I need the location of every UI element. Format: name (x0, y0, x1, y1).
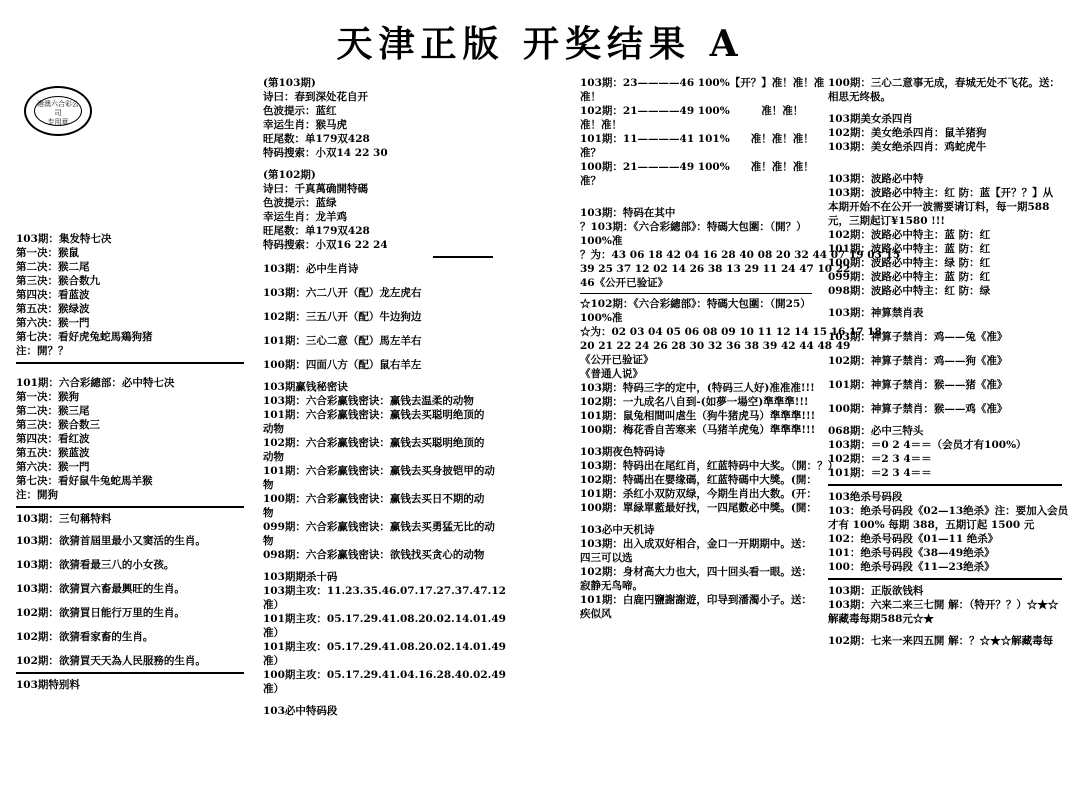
text-line: 元，三期起订¥1580 !!! (828, 215, 946, 227)
text-line: 101期：11————41 101% 准！准！准！ (580, 133, 814, 145)
text-line: 099期：波路必中特主：蓝 防：红 (828, 271, 991, 283)
text-line: 《公开已验证》 (580, 354, 654, 366)
text-line: 103期：正版欲钱料 (828, 585, 924, 597)
text-line: ☆102期：《六合彩總部》：特碼大包圍：（開25） (580, 298, 811, 310)
text-line: 103期：波路必中特 (828, 173, 924, 185)
text-line: 102期：六合彩赢钱密诀：赢钱去买聪明绝顶的 (263, 437, 485, 449)
text-line: 100期：三心二意事无成，春城无处不飞花。送： (828, 77, 1060, 89)
text-line: 103期期杀十码 (263, 571, 338, 583)
text-line: 101期：波路必中特主：蓝 防：红 (828, 243, 991, 255)
text-line: 第四决：看红波 (16, 433, 90, 445)
text-line: 第一决：猴狗 (16, 391, 79, 403)
text-line: 解藏毒每期588元☆★ (828, 613, 934, 625)
text-line: 102期：身材高大力也大，四十回头看一眼。送： (580, 566, 812, 578)
text-line: 102期：神算子禁肖：鸡——狗《准》 (828, 355, 1008, 367)
text-line: 103期：六来二来三七開 解：（特开？？）☆★☆ (828, 599, 1059, 611)
page-title: 天津正版 开奖结果 A (336, 23, 744, 65)
text-line: 101：绝杀号码段《38—49绝杀》 (828, 547, 995, 559)
text-line: 102期：21————49 100% 准！准！ (580, 105, 804, 117)
divider (828, 578, 1062, 580)
text-line: 103期：波路必中特主：红 防：蓝【开？？】从 (828, 187, 1054, 199)
text-line: 098期：波路必中特主：红 防：绿 (828, 285, 991, 297)
col1-block2 (16, 376, 244, 502)
text-line: (第102期) (263, 169, 316, 181)
col2-block6: 103必中特码段 (263, 705, 338, 717)
text-line: ☆为：02 03 04 05 06 08 09 10 11 12 14 15 16 17 18 (580, 326, 882, 338)
text-line: 动物 (263, 451, 284, 463)
col3-block5 (580, 523, 812, 621)
text-line: 寂静无鸟啼。 (580, 580, 643, 592)
text-line: 准） (263, 599, 284, 611)
text-line: 第四决：看蓝波 (16, 289, 90, 301)
text-line: 102期：美女绝杀四肖：鼠羊猪狗 (828, 127, 987, 139)
text-line: 疾似风 (580, 608, 612, 620)
text-line: 注：開？？ (16, 345, 69, 357)
text-line: 103期赢钱秘密诀 (263, 381, 348, 393)
text-line: ？为：43 06 18 42 04 16 28 40 08 20 32 44 07 19 03 15 (580, 249, 901, 261)
company-seal (24, 86, 92, 136)
col4-block6 (828, 490, 1069, 574)
text-line: 101期：鼠兔相間叫虐生（狗牛猪虎马）準準準!!! (580, 410, 816, 422)
text-line: 101期主攻：05.17.29.41.08.20.02.14.01.49 (263, 613, 506, 625)
text-line: 103期：神算子禁肖：鸡——兔《准》 (828, 331, 1008, 343)
text-line: 100期：梅花香自苦寒来（马猪羊虎兔）準準準!!! (580, 424, 816, 436)
text-line: 色波提示：蓝红 (263, 105, 337, 117)
col4-block7 (828, 584, 1062, 626)
divider (16, 506, 244, 508)
seal-text-2: 专用章 (47, 118, 69, 126)
text-line: 102期：波路必中特主：蓝 防：红 (828, 229, 991, 241)
text-line: 准？ (580, 175, 601, 187)
text-line: 101期：六合彩總部：必中特七决 (16, 377, 175, 389)
text-line: 第二决：猴三尾 (16, 405, 90, 417)
text-line: 103期：神算禁肖表 (828, 307, 924, 319)
text-line: 100期：波路必中特主：绿 防：红 (828, 257, 991, 269)
divider (828, 484, 1062, 486)
text-line: 103绝杀号码段 (828, 491, 903, 503)
text-line: 本期开始不在公开一波需要请订料，每一期588 (828, 201, 1050, 213)
text-line: 103期：欲猜買六畜最興旺的生肖。 (16, 583, 185, 595)
text-line: 100期：神算子禁肖：猴——鸡《准》 (828, 403, 1008, 415)
text-line: 101期：白鹿円鹽謝謝遊，印导到潘濁小子。送： (580, 594, 812, 606)
text-line: 第五决：猴绿波 (16, 303, 90, 315)
col3-block4 (580, 445, 839, 515)
text-line: 四三可以选 (580, 552, 633, 564)
text-line: 103期：出入成双好相合，金口一开期期中。送： (580, 538, 812, 550)
col2-block2 (263, 168, 493, 252)
text-line: 101期：神算子禁肖：猴——猪《准》 (828, 379, 1008, 391)
text-line: 101期：六合彩赢钱密诀：赢钱去买聪明绝顶的 (263, 409, 485, 421)
text-line: 46《公开已验证》 (580, 277, 669, 289)
text-line: 物 (263, 507, 274, 519)
divider (16, 362, 244, 364)
seal-inner-ring (34, 96, 82, 126)
text-line: 《普通人说》 (580, 368, 643, 380)
text-line: 第六决：猴一門 (16, 461, 90, 473)
text-line: 103期：欲猜首屆里最小又窦活的生肖。 (16, 535, 206, 547)
text-line: 第七决：看好虎兔蛇馬鶏狗猪 (16, 331, 153, 343)
text-line: 100期主攻：05.17.29.41.04.16.28.40.02.49 (263, 669, 506, 681)
text-line: 准？ (580, 147, 601, 159)
col2-block3 (263, 262, 493, 372)
text-line: 100期：單緑單藍最好找，一四尾數必中獎。(開： (580, 502, 817, 514)
divider (580, 293, 812, 294)
text-line: 101期：三心二意（配）馬左羊右 (263, 335, 422, 347)
divider (16, 672, 244, 674)
text-line: 101期主攻：05.17.29.41.08.20.02.14.01.49 (263, 641, 506, 653)
text-line: 102期：欲猜買日能行万里的生肖。 (16, 607, 185, 619)
text-line: 103必中天机诗 (580, 524, 655, 536)
text-line: 准！准！ (580, 119, 622, 131)
text-line: 色波提示：蓝绿 (263, 197, 337, 209)
text-line: 特码搜索：小双16 22 24 (263, 239, 388, 251)
text-line: 幸运生肖：龙羊鸡 (263, 211, 347, 223)
text-line: 100期：四面八方（配）鼠右羊左 (263, 359, 422, 371)
col3-block1 (580, 76, 825, 188)
col2-block4 (263, 380, 493, 562)
col1-block4-head: 103期特别料 (16, 679, 80, 691)
text-line: 102期：欲猜買天天為人民服務的生肖。 (16, 655, 206, 667)
text-line: 103期：六合彩赢钱密诀：赢钱去温柔的动物 (263, 395, 474, 407)
text-line: 诗曰：千真萬确開特碼 (263, 183, 368, 195)
text-line: 101期：杀红小双防双绿，今期生肖出大数。(开： (580, 488, 817, 500)
text-line: 39 25 37 12 02 14 26 38 13 29 11 24 47 10 22 (580, 263, 851, 275)
text-line: 103：绝杀号码段《02—13绝杀》注：要加入会员 (828, 505, 1069, 517)
text-line: 103期：美女绝杀四肖：鸡蛇虎牛 (828, 141, 987, 153)
col4-block5 (828, 424, 1062, 480)
text-line: 动物 (263, 423, 284, 435)
text-line: 第六决：猴一門 (16, 317, 90, 329)
text-line: 准） (263, 683, 284, 695)
text-line: 第五决：猴蓝波 (16, 447, 90, 459)
text-line: 099期：六合彩赢钱密诀：赢钱去买勇猛无比的动 (263, 521, 495, 533)
text-line: 幸运生肖：猴马虎 (263, 119, 347, 131)
text-line: 102期：特碼出在婴缘碼，红蓝特碼中大獎。(開： (580, 474, 817, 486)
text-line: 102期：＝2 3 4＝＝ (828, 453, 932, 465)
text-line: (第103期) (263, 77, 316, 89)
text-line: 068期：必中三特头 (828, 425, 924, 437)
text-line: 102期：欲猜看家畜的生肖。 (16, 631, 154, 643)
text-line: 特码搜索：小双14 22 30 (263, 147, 388, 159)
text-line: 物 (263, 479, 274, 491)
column-2 (263, 76, 506, 718)
text-line: 103期美女杀四肖 (828, 113, 913, 125)
text-line: 103期：必中生肖诗 (263, 263, 359, 275)
text-line: 第三决：猴合数九 (16, 275, 100, 287)
text-line: 103期：23————46 100%【开？】准！准！准 (580, 77, 825, 89)
text-line: 100：绝杀号码段《11—23绝杀》 (828, 561, 995, 573)
text-line: 准！ (580, 91, 601, 103)
divider (433, 256, 493, 258)
text-line: 注：開狗 (16, 489, 58, 501)
text-line: 旺尾数：单179双428 (263, 133, 370, 145)
text-line: 才有 100% 每期 388，五期订起 1500 元 (828, 519, 1035, 531)
text-line: 103期夜色特码诗 (580, 446, 665, 458)
text-line: 100期：21————49 100% 准！准！准！ (580, 161, 814, 173)
text-line: 103期：特码出在尾红肖，红蓝特码中大奖。（開：？） (580, 460, 839, 472)
text-line: 100%准 (580, 235, 623, 247)
text-line: 101期：六合彩赢钱密诀：赢钱去买身披铠甲的动 (263, 465, 495, 477)
text-line: 102：绝杀号码段《01—11 绝杀》 (828, 533, 999, 545)
text-line: 103期：六二八开（配）龙左虎右 (263, 287, 422, 299)
col4-block4 (828, 306, 1062, 416)
text-line: 103期：特码三字的定中，(特码三人好)准准准!!! (580, 382, 815, 394)
text-line: 物 (263, 535, 274, 547)
col1-block3-head: 103期：三句稱特料 (16, 513, 112, 525)
text-line: 相思无终极。 (828, 91, 891, 103)
column-4 (828, 76, 1069, 648)
col2-block5 (263, 570, 506, 696)
col4-block2 (828, 112, 1062, 154)
text-line: 098期：六合彩赢钱密诀：欲钱找买贪心的动物 (263, 549, 485, 561)
seal-text-1: 港澳六合彩公司 (37, 100, 79, 117)
text-line: 第二决：猴二尾 (16, 261, 90, 273)
col1-block1 (16, 232, 244, 358)
text-line: 103期主攻：11.23.35.46.07.17.27.37.47.12 (263, 585, 506, 597)
text-line: 100期：六合彩赢钱密诀：赢钱去买日不期的动 (263, 493, 485, 505)
text-line: 103期：欲猜看最三八的小女孩。 (16, 559, 175, 571)
column-1 (16, 232, 244, 692)
text-line: 第一决：猴鼠 (16, 247, 79, 259)
text-line: 准） (263, 627, 284, 639)
text-line: 100%准 (580, 312, 623, 324)
col4-block1 (828, 76, 1062, 104)
text-line: ？103期：《六合彩總部》：特碼大包圍：（開？） (580, 221, 807, 233)
text-line: 103期：特码在其中 (580, 207, 676, 219)
col2-block1 (263, 76, 493, 160)
text-line: 诗曰：春到深处花自开 (263, 91, 368, 103)
col4-block3 (828, 172, 1062, 298)
col1-block3 (16, 534, 244, 668)
text-line: 准） (263, 655, 284, 667)
text-line: 103期：集发特七决 (16, 233, 112, 245)
text-line: 第七决：看好鼠牛兔蛇馬羊猴 (16, 475, 153, 487)
col4-block8: 102期：七来一来四五開 解：？☆★☆解藏毒每 (828, 635, 1054, 647)
text-line: 101期：＝2 3 4＝＝ (828, 467, 932, 479)
text-line: 102期：三五八开（配）牛边狗边 (263, 311, 422, 323)
text-line: 102期：一九成名八自到-(如夢一場空)準準準!!! (580, 396, 809, 408)
text-line: 旺尾数：单179双428 (263, 225, 370, 237)
text-line: 103期：＝0 2 4＝＝（会员才有100%） (828, 439, 1027, 451)
text-line: 20 21 22 24 26 28 30 32 36 38 39 42 44 48 49 (580, 340, 851, 352)
text-line: 第三决：猴合数三 (16, 419, 100, 431)
